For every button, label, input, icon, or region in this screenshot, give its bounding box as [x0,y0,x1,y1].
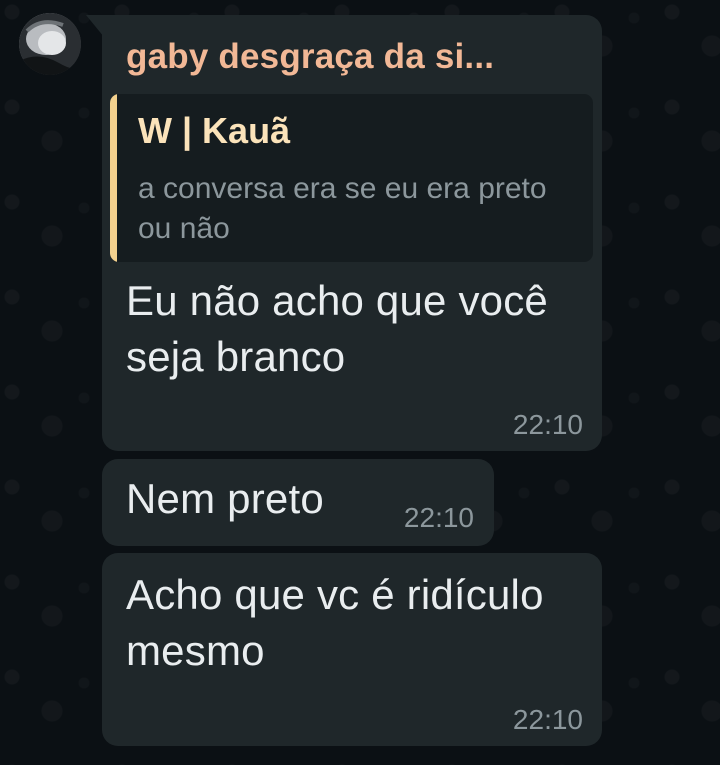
quoted-author: W | Kauã [138,110,291,151]
message-bubble[interactable] [102,553,602,746]
quoted-text: a conversa era se eu era preto ou não [138,172,547,245]
message-bubble[interactable] [102,459,494,546]
message-bubble-quoted-reply[interactable] [102,15,602,451]
quoted-message[interactable] [110,94,593,262]
message-text: Nem preto [126,475,324,522]
sender-avatar[interactable] [19,13,81,75]
sender-name[interactable]: gaby desgraça da si... [126,37,495,76]
message-text: Eu não acho que você seja branco [126,277,548,380]
quote-accent-bar [110,94,117,262]
message-timestamp: 22:10 [403,502,474,533]
message-timestamp: 22:10 [512,409,583,440]
message-timestamp: 22:10 [512,704,583,735]
message-text: Acho que vc é ridículo mesmo [126,571,544,674]
